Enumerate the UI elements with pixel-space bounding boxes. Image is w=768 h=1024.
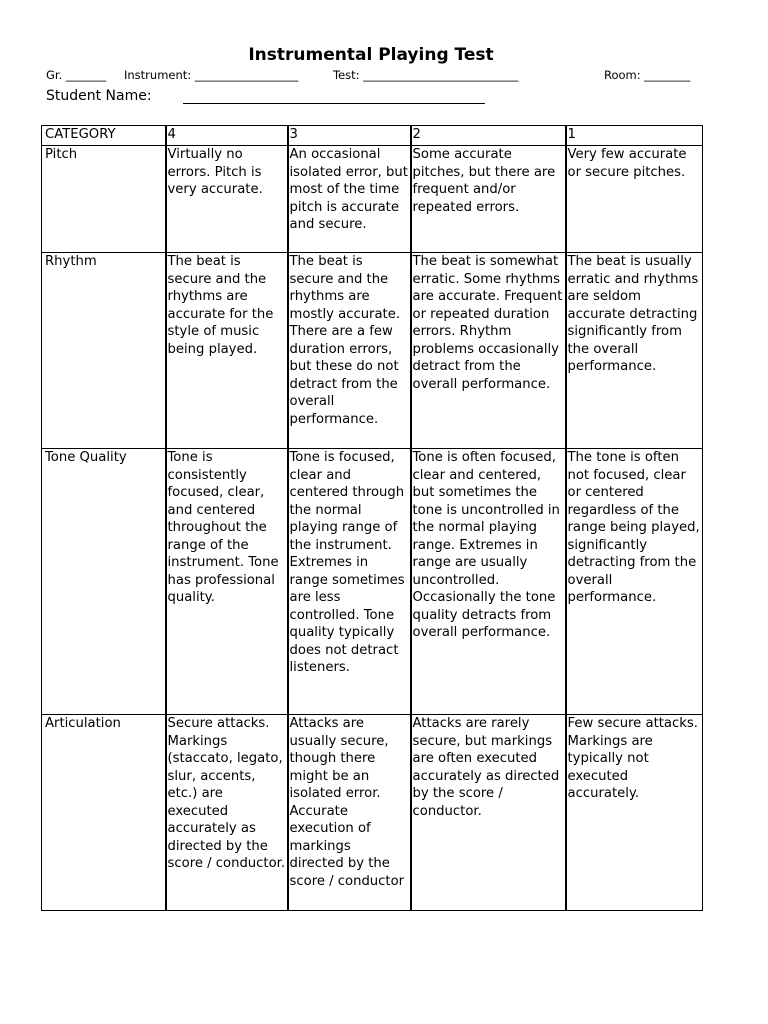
table-cell: Some accurate pitches, but there are frequent and/or repeated errors. (411, 146, 566, 253)
table-row (42, 253, 703, 449)
table-cell: The beat is secure and the rhythms are accurate for the style of music being played. (166, 253, 288, 449)
rubric-table (41, 125, 703, 911)
table-cell: Tone is often focused, clear and centered, but sometimes the tone is uncontrolled in the normal playing range. Extremes in range are usually uncontrolled. Occasionally the tone quality detracts from overall performance. (411, 449, 566, 715)
room-field[interactable]: Room: ________ (604, 68, 691, 82)
table-row (42, 715, 703, 911)
row-category-label: Articulation (42, 715, 166, 911)
table-cell: An occasional isolated error, but most of the time pitch is accurate and secure. (288, 146, 411, 253)
instrument-field[interactable]: Instrument: __________________ (124, 68, 299, 82)
table-cell: Attacks are usually secure, though there might be an isolated error. Accurate execution of markings directed by the score / conductor (288, 715, 411, 911)
table-cell: The beat is usually erratic and rhythms are seldom accurate detracting significantly from the overall performance. (566, 253, 703, 449)
grade-field[interactable]: Gr. _______ (46, 68, 107, 82)
row-category-label: Pitch (42, 146, 166, 253)
table-header-row (42, 126, 703, 146)
student-name-label: Student Name: (46, 88, 152, 104)
page-title: Instrumental Playing Test (248, 45, 494, 65)
table-cell: The beat is secure and the rhythms are mostly accurate. There are a few duration errors, but these do not detract from the overall performance. (288, 253, 411, 449)
table-cell: Secure attacks. Markings (staccato, legato, slur, accents, etc.) are executed accurately as directed by the score / conductor. (166, 715, 288, 911)
header-score-2: 2 (411, 126, 566, 146)
table-cell: Very few accurate or secure pitches. (566, 146, 703, 253)
table-cell: Attacks are rarely secure, but markings are often executed accurately as directed by the score / conductor. (411, 715, 566, 911)
row-category-label: Tone Quality (42, 449, 166, 715)
header-score-1: 1 (566, 126, 703, 146)
table-cell: Tone is focused, clear and centered through the normal playing range of the instrument. Extremes in range sometimes are less controlled. Tone quality typically does not detract listeners. (288, 449, 411, 715)
table-cell: Few secure attacks. Markings are typically not executed accurately. (566, 715, 703, 911)
table-cell: Tone is consistently focused, clear, and centered throughout the range of the instrument. Tone has professional quality. (166, 449, 288, 715)
student-name-field[interactable] (183, 103, 485, 104)
table-row (42, 146, 703, 253)
header-score-3: 3 (288, 126, 411, 146)
row-category-label: Rhythm (42, 253, 166, 449)
header-score-4: 4 (166, 126, 288, 146)
table-cell: The beat is somewhat erratic. Some rhythms are accurate. Frequent or repeated duration errors. Rhythm problems occasionally detract from the overall performance. (411, 253, 566, 449)
test-field[interactable]: Test: ___________________________ (333, 68, 519, 82)
table-cell: Virtually no errors. Pitch is very accurate. (166, 146, 288, 253)
table-cell: The tone is often not focused, clear or centered regardless of the range being played, significantly detracting from the overall performance. (566, 449, 703, 715)
header-category: CATEGORY (42, 126, 166, 146)
table-row (42, 449, 703, 715)
